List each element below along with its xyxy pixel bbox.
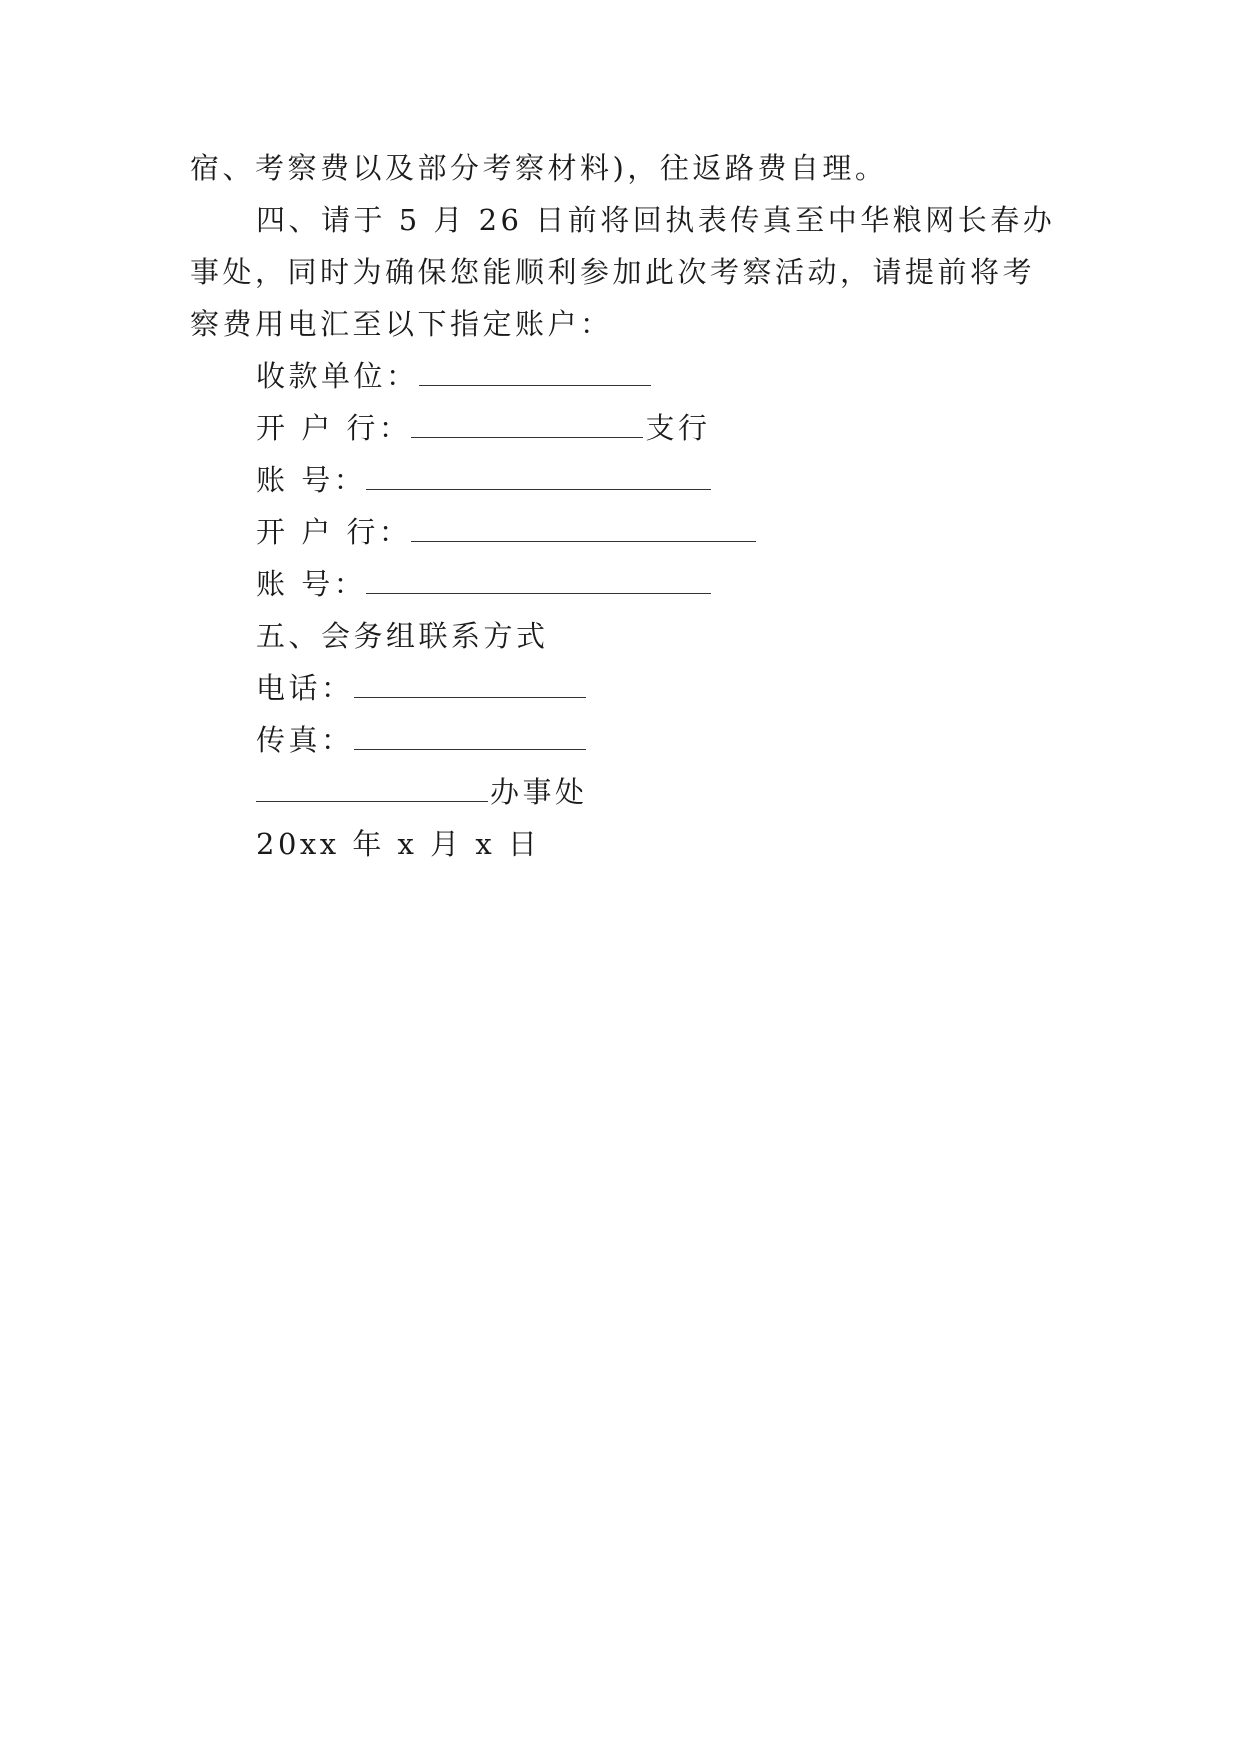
paragraph-4-line-2 <box>190 252 1060 292</box>
office-blank <box>256 773 488 802</box>
section-5-title-row <box>256 616 1126 656</box>
section-5-title: 五、会务组联系方式 <box>256 619 549 653</box>
text-line <box>190 148 1060 188</box>
text-fax-deadline: 四、请于 5 月 26 日前将回执表传真至中华粮网长春办 <box>256 203 1056 237</box>
document-date: 20xx 年 x 月 x 日 <box>256 827 541 861</box>
phone-row <box>256 668 1126 708</box>
account-1-label: 账 号： <box>256 463 367 497</box>
text-designated-account: 察费用电汇至以下指定账户： <box>190 307 613 341</box>
office-signature-row <box>256 772 1126 812</box>
office-suffix: 办事处 <box>490 775 588 809</box>
bank-2-label: 开 户 行： <box>256 515 412 549</box>
payee-row <box>256 356 1126 396</box>
bank-1-suffix: 支行 <box>645 411 711 445</box>
account-2-label: 账 号： <box>256 567 367 601</box>
fax-label: 传真： <box>256 723 354 757</box>
account-1-row <box>256 460 1126 500</box>
bank-1-label: 开 户 行： <box>256 411 412 445</box>
account-2-blank <box>366 565 711 594</box>
payee-label: 收款单位： <box>256 359 419 393</box>
date-row <box>256 824 1126 864</box>
text-remittance-notice: 事处，同时为确保您能顺利参加此次考察活动，请提前将考 <box>190 255 1036 289</box>
account-1-blank <box>366 461 711 490</box>
phone-label: 电话： <box>256 671 354 705</box>
bank-1-row <box>256 408 1126 448</box>
fax-blank <box>354 721 586 750</box>
payee-blank <box>419 357 651 386</box>
paragraph-4-line-1 <box>256 200 1126 240</box>
text-fees-included: 宿、考察费以及部分考察材料)，往返路费自理。 <box>190 151 888 185</box>
fax-row <box>256 720 1126 760</box>
paragraph-4-line-3 <box>190 304 1060 344</box>
bank-1-blank <box>411 409 643 438</box>
account-2-row <box>256 564 1126 604</box>
bank-2-row <box>256 512 1126 552</box>
phone-blank <box>354 669 586 698</box>
bank-2-blank <box>411 513 756 542</box>
